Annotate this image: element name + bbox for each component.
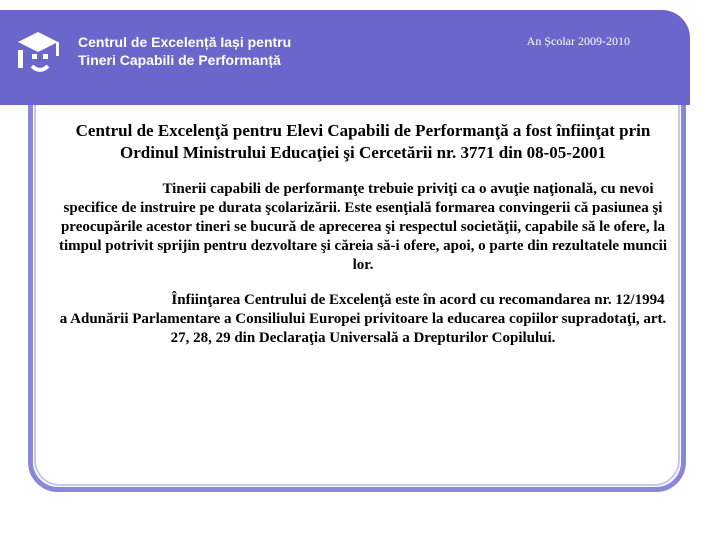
main-content bbox=[56, 120, 670, 364]
school-year: An Școlar 2009-2010 bbox=[526, 34, 630, 48]
organization-name bbox=[78, 33, 291, 69]
page-title: Centrul de Excelenţă pentru Elevi Capabili de Performanţă a fost înfiinţat prin Ordinul Ministrului Educaţiei şi Cercetării nr. 3771 din 08-05-2001 bbox=[75, 121, 651, 162]
paragraph-1 bbox=[56, 180, 670, 275]
organization-name-line2: Tineri Capabili de Performanță bbox=[78, 52, 281, 68]
paragraph-1-text: Tinerii capabili de performanţe trebuie priviţi ca o avuţie naţională, cu nevoi specifice de instruire pe durata şcolarizării. Este esenţială formarea convingerii că pasiunea şi preocupările acestor tineri se bucură de aprecerea şi respectul societăţii, capabile să le ofere, la timpul potrivit sprijin pentru dezvoltare şi căreia să-i ofere, apoi, o parte din rezultatele muncii lor. bbox=[59, 181, 667, 273]
organization-name-line1: Centrul de Excelență Iași pentru bbox=[78, 34, 292, 50]
paragraph-2-text: Înfiinţarea Centrului de Excelenţă este în acord cu recomandarea nr. 12/1994 a Adunării Parlamentare a Consiliului Europei privitoare la educarea copiilor supradotaţi, art. 27, 28, 29 din Declaraţia Universală a Drepturilor Copilului. bbox=[59, 292, 667, 346]
logo-graduation-icon bbox=[12, 20, 64, 82]
paragraph-2 bbox=[56, 291, 670, 348]
